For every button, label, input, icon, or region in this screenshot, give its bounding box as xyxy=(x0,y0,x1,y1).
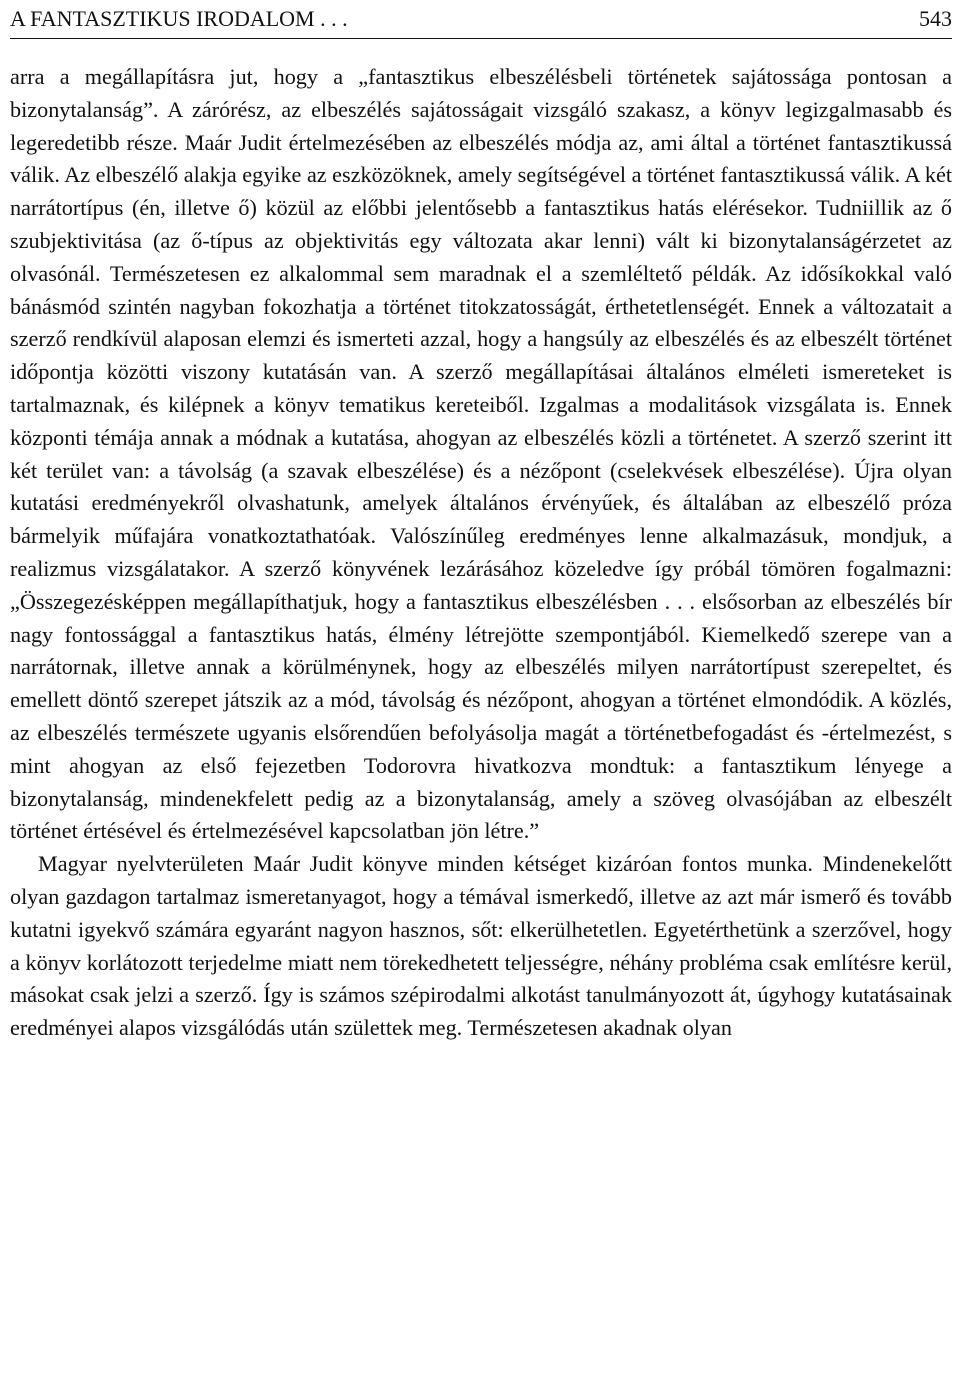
page-number: 543 xyxy=(919,6,952,31)
header-rule xyxy=(10,38,952,39)
paragraph: Magyar nyelvterületen Maár Judit könyve minden kétséget kizáróan fontos munka. Mindenekelőtt olyan gazdagon tartalmaz ismeretanyagot, hogy a témával ismerkedő, illetve az azt már ismerő és tovább kutatni igyekvő számára egyaránt nagyon hasznos, sőt: elkerülhetetlen. Egyetérthetünk a szerzővel, hogy a könyv korlátozott terjedelme miatt nem törekedhetett teljességre, néhány probléma csak említésre kerül, másokat csak jelzi a szerző. Így is számos szépirodalmi alkotást tanulmányozott át, úgyhogy kutatásainak eredményei alapos vizsgálódás után születtek meg. Természetesen akadnak olyan xyxy=(10,851,952,1041)
body-text xyxy=(10,61,952,1045)
book-page xyxy=(10,0,952,1390)
running-head xyxy=(10,4,952,34)
paragraph-continued: arra a megállapításra jut, hogy a „fantasztikus elbeszélésbeli történetek sajátossága pontosan a bizonytalanság”. A zárórész, az elbeszélés sajátosságait vizsgáló szakasz, a könyv legizgalmasabb és legeredetibb része. Maár Judit értelmezésében az elbeszélés módja az, ami által a történet fantasztikussá válik. Az elbeszélő alakja egyike az eszközöknek, amely segítségével a történet fantasztikussá válik. A két narrátortípus (én, illetve ő) közül az előbbi jelentősebb a fantasztikus hatás elérésekor. Tudniillik az ő szubjektivitása (az ő-típus az objektivitás egy változata akar lenni) vált ki bizonytalanságérzetet az olvasónál. Természetesen ez alkalommal sem maradnak el a szemléltető példák. Az idősíkokkal való bánásmód szintén nagyban fokozhatja a történet titokzatosságát, érthetetlenségét. Ennek a változatait a szerző rendkívül alaposan elemzi és ismerteti azzal, hogy a hangsúly az elbeszélés és az elbeszélt történet időpontja közötti viszony kutatásán van. A szerző megállapításai általános elméleti ismereteket is tartalmaznak, és kilépnek a könyv tematikus kereteiből. Izgalmas a modalitások vizsgálata is. Ennek központi témája annak a módnak a kutatása, ahogyan az elbeszélés közli a történetet. A szerző szerint itt két terület van: a távolság (a szavak elbeszélése) és a nézőpont (cselekvések elbeszélése). Újra olyan kutatási eredményekről olvashatunk, amelyek általános érvényűek, és általában az elbeszélő próza bármelyik műfajára vonatkoztathatóak. Valószínűleg eredményes lenne alkalmazásuk, mondjuk, a realizmus vizsgálatakor. A szerző könyvének lezárásához közeledve így próbál tömören fogalmazni: „Összegezésképpen megállapíthatjuk, hogy a fantasztikus elbeszélésben . . . elsősorban az elbeszélés bír nagy fontossággal a fantasztikus hatás, élmény létrejötte szempontjából. Kiemelkedő szerepe van a narrátornak, illetve annak a körülménynek, hogy az elbeszélés milyen narrátortípust szerepeltet, és emellett döntő szerepet játszik az a mód, távolság és nézőpont, ahogyan a történet elmondódik. A közlés, az elbeszélés természete ugyanis elsőrendűen befolyásolja magát a történetbefogadást és -értelmezést, s mint ahogyan az első fejezetben Todorovra hivatkozva mondtuk: a fantasztikum lényege a bizonytalanság, mindenekfelett pedig az a bizonytalanság, amely a szöveg olvasójában az elbeszélt történet értésével és értelmezésével kapcsolatban jön létre.” xyxy=(10,64,953,844)
running-title: A FANTASZTIKUS IRODALOM . . . xyxy=(10,6,348,31)
